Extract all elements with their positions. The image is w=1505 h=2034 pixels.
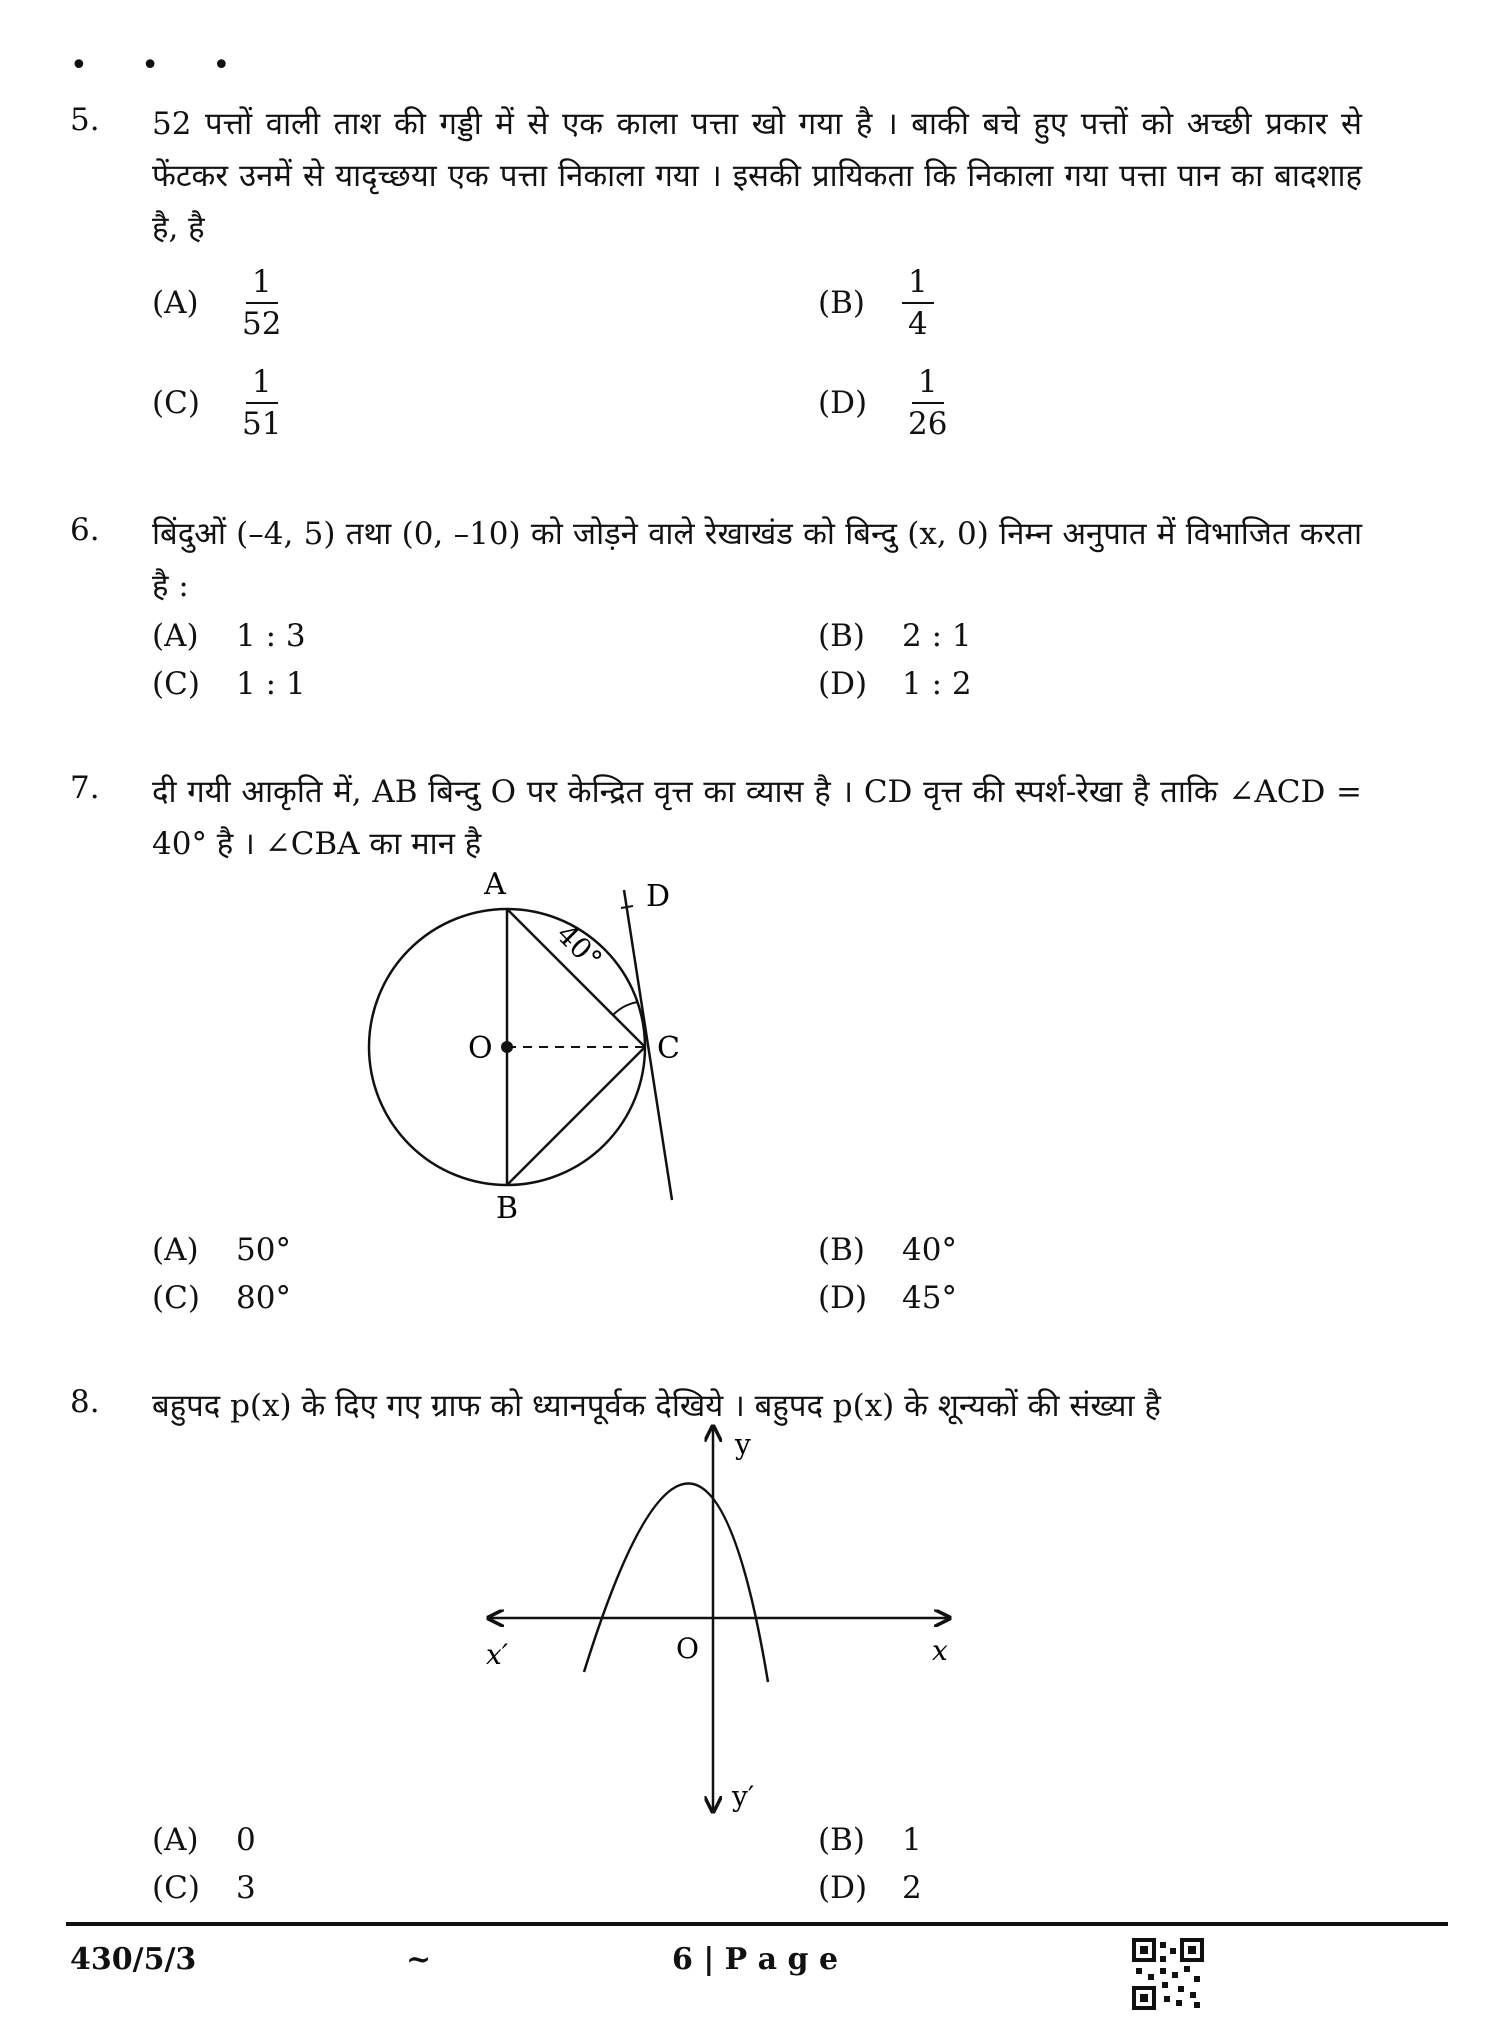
option-label: (C): [152, 666, 200, 702]
numerator: 1: [246, 262, 278, 304]
label-b: B: [495, 1191, 519, 1226]
option-label: (A): [152, 1822, 199, 1858]
question-8-option-c: [152, 1870, 256, 1906]
option-value: 2: [902, 1870, 922, 1906]
label-d: D: [646, 879, 671, 914]
question-8-option-d: [818, 1870, 922, 1906]
center-point: [501, 1041, 513, 1053]
option-value: 2 : 1: [902, 618, 972, 654]
footer-tilde: ~: [406, 1942, 432, 1977]
option-label: (D): [818, 385, 868, 421]
denominator: 52: [242, 306, 282, 342]
chord-bc: [507, 1047, 645, 1185]
option-fraction: [902, 362, 953, 444]
label-x: x: [932, 1634, 948, 1667]
question-6-option-d: [818, 666, 972, 702]
option-fraction: [236, 262, 287, 344]
angle-label: 40°: [550, 917, 609, 977]
question-8-option-b: [818, 1822, 922, 1858]
question-5-option-c: [152, 362, 287, 444]
option-label: (D): [818, 666, 868, 702]
denominator: 26: [908, 406, 948, 442]
header-dots: • • •: [70, 48, 253, 83]
question-7-option-a: [152, 1232, 291, 1268]
option-label: (B): [818, 618, 865, 654]
question-5-option-a: [152, 262, 287, 344]
option-value: 50°: [236, 1232, 291, 1268]
label-y: y: [735, 1428, 751, 1461]
question-5-number: 5.: [70, 102, 100, 138]
tangent-tick: [621, 906, 633, 908]
option-value: 45°: [902, 1280, 957, 1316]
question-6-option-c: [152, 666, 306, 702]
question-6-option-b: [818, 618, 972, 654]
question-5-option-b: [818, 262, 934, 344]
option-value: 40°: [902, 1232, 957, 1268]
option-fraction: [236, 362, 287, 444]
angle-arc: [613, 1002, 638, 1015]
option-label: (C): [152, 1870, 200, 1906]
option-label: (B): [818, 285, 865, 321]
numerator: 1: [246, 362, 278, 404]
question-7-option-b: [818, 1232, 957, 1268]
label-origin: O: [676, 1632, 699, 1665]
question-7-number: 7.: [70, 770, 100, 806]
option-value: 1: [902, 1822, 922, 1858]
option-value: 3: [236, 1870, 256, 1906]
label-o: O: [468, 1031, 493, 1066]
option-label: (A): [152, 1232, 199, 1268]
option-label: (C): [152, 385, 200, 421]
question-5-text: 52 पत्तों वाली ताश की गड्डी में से एक काला पत्ता खो गया है । बाकी बचे हुए पत्तों को अच्छी प्रकार से फेंटकर उनमें से यादृच्छया एक पत्ता निकाला गया । इसकी प्रायिकता कि निकाला गया पत्ता पान का बादशाह है, है: [152, 106, 1362, 246]
option-value: 1 : 1: [236, 666, 306, 702]
option-value: 1 : 3: [236, 618, 306, 654]
question-6-option-a: [152, 618, 306, 654]
option-fraction: [902, 262, 934, 344]
option-value: 80°: [236, 1280, 291, 1316]
question-6-text: बिंदुओं (–4, 5) तथा (0, –10) को जोड़ने वाले रेखाखंड को बिन्दु (x, 0) निम्न अनुपात में विभाजित करता है :: [152, 516, 1362, 604]
question-8-number: 8.: [70, 1384, 100, 1420]
option-value: 1 : 2: [902, 666, 972, 702]
paper-code: 430/5/3: [70, 1942, 197, 1977]
question-6-number: 6.: [70, 512, 100, 548]
option-value: 0: [236, 1822, 256, 1858]
question-8-text: बहुपद p(x) के दिए गए ग्राफ को ध्यानपूर्वक देखिये । बहुपद p(x) के शून्यकों की संख्या है: [152, 1388, 1161, 1424]
circle-tangent-figure: [350, 860, 710, 1230]
option-label: (D): [818, 1870, 868, 1906]
question-5-option-d: [818, 362, 953, 444]
page-number: 6 | P a g e: [672, 1942, 839, 1977]
numerator: 1: [902, 262, 934, 304]
denominator: 51: [242, 406, 282, 442]
option-label: (A): [152, 285, 199, 321]
label-x-prime: x′: [486, 1638, 509, 1671]
question-7-option-c: [152, 1280, 291, 1316]
footer-rule: [66, 1922, 1448, 1926]
question-7-option-d: [818, 1280, 957, 1316]
label-c: C: [657, 1031, 680, 1066]
question-7-text: दी गयी आकृति में, AB बिन्दु O पर केन्द्रित वृत्त का व्यास है । CD वृत्त की स्पर्श-रेखा है ताकि ∠ACD = 40° है । ∠CBA का मान है: [152, 774, 1362, 862]
option-label: (B): [818, 1232, 865, 1268]
option-label: (C): [152, 1280, 200, 1316]
qr-code-icon: [1132, 1938, 1204, 2010]
numerator: 1: [912, 362, 944, 404]
label-y-prime: y′: [732, 1780, 755, 1813]
denominator: 4: [908, 306, 928, 342]
option-label: (A): [152, 618, 199, 654]
label-a: A: [484, 867, 506, 902]
polynomial-graph: [470, 1420, 970, 1820]
question-8-option-a: [152, 1822, 256, 1858]
option-label: (B): [818, 1822, 865, 1858]
option-label: (D): [818, 1280, 868, 1316]
